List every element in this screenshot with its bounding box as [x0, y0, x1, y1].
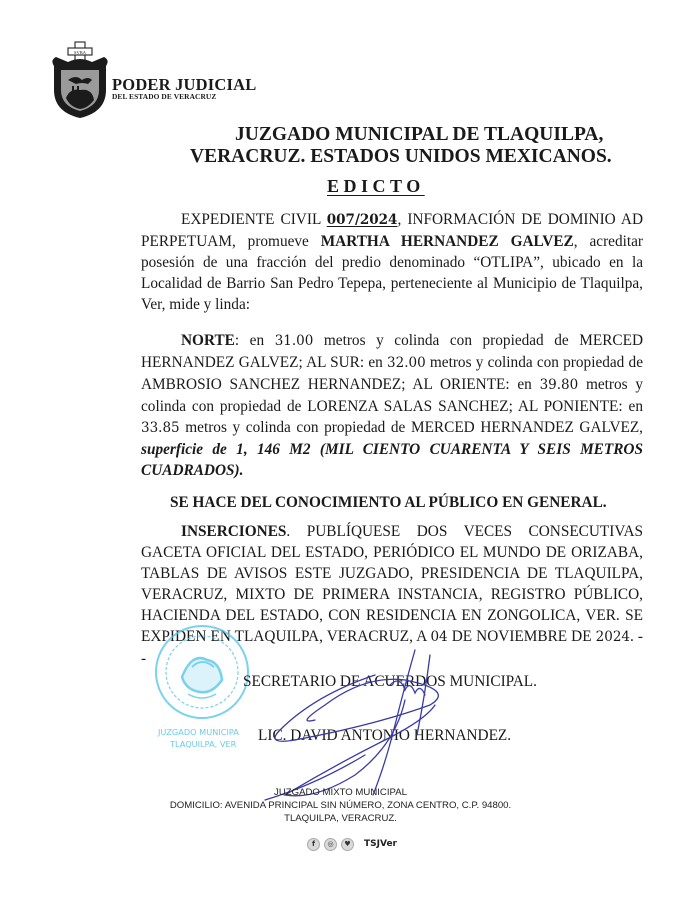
footer-court-name: JUZGADO MIXTO MUNICIPAL — [274, 787, 407, 798]
case-prefix: EXPEDIENTE CIVIL — [181, 211, 327, 228]
case-paragraph — [141, 209, 643, 315]
seal-text-line1: JUZGADO MUNICIPA — [158, 727, 239, 737]
org-subtitle: DEL ESTADO DE VERACRUZ — [112, 92, 217, 101]
norte-measure: 31.00 — [274, 333, 314, 349]
oriente-measure: 39.80 — [539, 377, 579, 393]
instagram-icon[interactable]: ◎ — [324, 838, 337, 851]
poder-judicial-logo — [48, 40, 112, 120]
court-title-line2: VERACRUZ. ESTADOS UNIDOS MEXICANOS. — [190, 146, 612, 167]
seal-text-line2: TLAQUILPA, VER — [170, 739, 237, 749]
document-type-heading: EDICTO — [327, 176, 425, 196]
boundaries-paragraph — [141, 330, 643, 481]
svg-text:SVBA: SVBA — [73, 50, 87, 55]
signer-position: SECRETARIO DE ACUERDOS MUNICIPAL. — [243, 673, 537, 690]
boundary-text: metros y colinda con propiedad de MERCED HERNANDEZ GALVEZ, — [179, 419, 643, 436]
footer-address: DOMICILIO: AVENIDA PRINCIPAL SIN NÚMERO, ZONA CENTRO, C.P. 94800. — [169, 800, 512, 811]
surface-area: superficie de 1, 146 M2 (MIL CIENTO CUARENTA Y SEIS METROS CUADRADOS). — [141, 441, 643, 479]
issue-day: 04 — [430, 629, 448, 645]
sur-measure: 32.00 — [387, 355, 426, 371]
boundary-text: metros y colinda con propiedad de AMBROSIO SANCHEZ HERNANDEZ; AL ORIENTE: en — [141, 354, 643, 393]
norte-label: NORTE — [181, 332, 235, 349]
promoter-name: MARTHA HERNANDEZ GALVEZ — [320, 233, 574, 250]
case-number: 007/2024 — [326, 212, 398, 228]
social-handle[interactable]: TSJVer — [364, 839, 397, 849]
footer-city: TLAQUILPA, VERACRUZ. — [284, 813, 397, 824]
issue-month: DE NOVIEMBRE DE — [447, 628, 596, 645]
insertions-label: INSERCIONES — [181, 523, 287, 540]
boundary-text: metros y colinda con propiedad de LORENZA SALAS SANCHEZ; AL PONIENTE: en — [141, 376, 643, 415]
insertions-text: . PUBLÍQUESE DOS VECES CONSECUTIVAS GACETA OFICIAL DEL ESTADO, PERIÓDICO EL MUNDO DE ORIZABA, TABLAS DE AVISOS ESTE JUZGADO, PRESIDENCIA DE TLAQUILPA, VERACRUZ, MIXTO DE PRIMERA INSTANCIA, REGISTRO PÚBLICO, HACIENDA DEL ESTADO, CON RESIDENCIA EN ZONGOLICA, VER. SE EXPIDEN EN TLAQUILPA, VERACRUZ, A — [141, 523, 643, 645]
case-description: , acreditar posesión de una fracción del predio denominado “OTLIPA”, ubicado en la Localidad de Barrio San Pedro Tepepa, perteneciente al Municipio de Tlaquilpa, Ver, mide y linda: — [141, 233, 643, 313]
facebook-icon[interactable]: f — [307, 838, 320, 851]
signer-name: LIC. DAVID ANTONIO HERNANDEZ. — [258, 727, 512, 744]
case-type: , INFORMACIÓN DE DOMINIO AD PERPETUAM, promueve — [141, 211, 643, 250]
handwritten-signature — [255, 645, 485, 805]
poniente-measure: 33.85 — [141, 420, 180, 436]
social-links — [307, 837, 397, 851]
paragraph-end: . - - — [141, 628, 643, 667]
public-notice-heading: SE HACE DEL CONOCIMIENTO AL PÚBLICO EN GENERAL. — [170, 494, 607, 511]
twitter-icon[interactable]: ♥ — [341, 838, 354, 851]
court-title-line1: JUZGADO MUNICIPAL DE TLAQUILPA, — [235, 124, 604, 145]
boundary-text: metros y colinda con propiedad de MERCED HERNANDEZ GALVEZ; AL SUR: en — [141, 332, 643, 371]
boundary-text: : en — [234, 332, 275, 349]
issue-year: 2024 — [595, 629, 630, 645]
org-name: PODER JUDICIAL — [112, 75, 257, 94]
